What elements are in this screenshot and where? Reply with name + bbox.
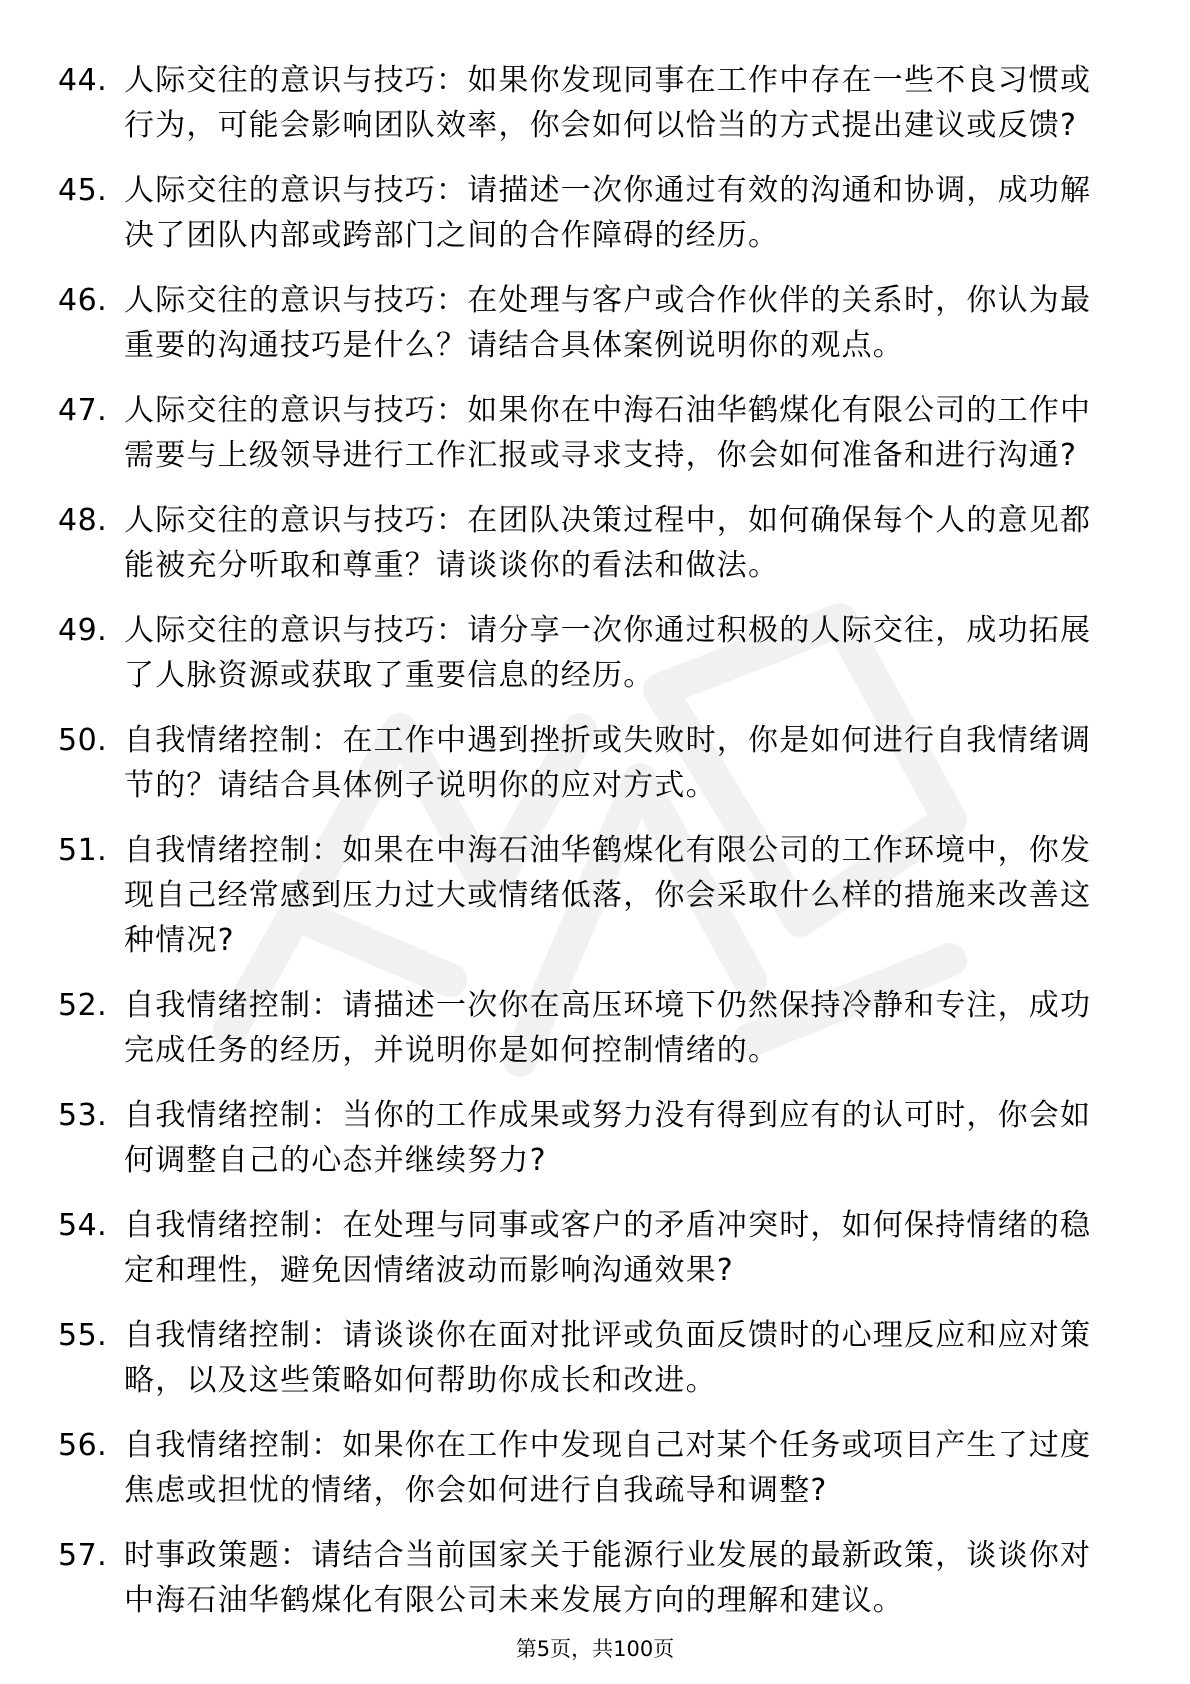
question-text: 自我情绪控制：如果在中海石油华鹤煤化有限公司的工作环境中，你发现自己经常感到压力过大或情绪低落，你会采取什么样的措施来改善这种情况? [124,833,1092,958]
question-text: 自我情绪控制：如果你在工作中发现自己对某个任务或项目产生了过度焦虑或担忧的情绪，你会如何进行自我疏导和调整? [124,1428,1092,1508]
question-text: 时事政策题：请结合当前国家关于能源行业发展的最新政策，谈谈你对中海石油华鹤煤化有限公司未来发展方向的理解和建议。 [124,1538,1092,1618]
question-item [58,1313,1098,1403]
question-text: 自我情绪控制：当你的工作成果或努力没有得到应有的认可时，你会如何调整自己的心态并继续努力? [124,1098,1092,1178]
question-number: 47. [58,393,108,428]
question-number: 54. [58,1208,108,1243]
question-item [58,608,1098,698]
question-item [58,828,1098,963]
question-number: 52. [58,988,108,1023]
question-text: 人际交往的意识与技巧：如果你发现同事在工作中存在一些不良习惯或行为，可能会影响团队效率，你会如何以恰当的方式提出建议或反馈? [124,63,1092,143]
question-item [58,58,1098,148]
question-number: 46. [58,283,108,318]
question-text: 自我情绪控制：在处理与同事或客户的矛盾冲突时，如何保持情绪的稳定和理性，避免因情绪波动而影响沟通效果? [124,1208,1092,1288]
question-item [58,388,1098,478]
question-item [58,1093,1098,1183]
question-item [58,1203,1098,1293]
question-text: 人际交往的意识与技巧：请分享一次你通过积极的人际交往，成功拓展了人脉资源或获取了重要信息的经历。 [124,613,1092,693]
question-item [58,1533,1098,1623]
question-number: 49. [58,613,108,648]
question-text: 人际交往的意识与技巧：在处理与客户或合作伙伴的关系时，你认为最重要的沟通技巧是什么？请结合具体案例说明你的观点。 [124,283,1092,363]
question-number: 44. [58,63,108,98]
question-item [58,983,1098,1073]
question-item [58,718,1098,808]
question-item [58,498,1098,588]
question-number: 45. [58,173,108,208]
question-text: 人际交往的意识与技巧：在团队决策过程中，如何确保每个人的意见都能被充分听取和尊重？请谈谈你的看法和做法。 [124,503,1092,583]
question-number: 50. [58,723,108,758]
question-text: 人际交往的意识与技巧：如果你在中海石油华鹤煤化有限公司的工作中需要与上级领导进行工作汇报或寻求支持，你会如何准备和进行沟通? [124,393,1092,473]
question-text: 自我情绪控制：请谈谈你在面对批评或负面反馈时的心理反应和应对策略，以及这些策略如何帮助你成长和改进。 [124,1318,1092,1398]
question-text: 自我情绪控制：在工作中遇到挫折或失败时，你是如何进行自我情绪调节的？请结合具体例子说明你的应对方式。 [124,723,1092,803]
question-item [58,168,1098,258]
question-text: 自我情绪控制：请描述一次你在高压环境下仍然保持冷静和专注，成功完成任务的经历，并说明你是如何控制情绪的。 [124,988,1092,1068]
question-number: 56. [58,1428,108,1463]
page-footer: 第5页，共100页 [515,1637,675,1661]
question-number: 55. [58,1318,108,1353]
question-item [58,1423,1098,1513]
question-text: 人际交往的意识与技巧：请描述一次你通过有效的沟通和协调，成功解决了团队内部或跨部门之间的合作障碍的经历。 [124,173,1092,253]
question-number: 51. [58,833,108,868]
question-list [58,58,1098,1643]
question-number: 53. [58,1098,108,1133]
question-number: 57. [58,1538,108,1573]
question-number: 48. [58,503,108,538]
question-item [58,278,1098,368]
